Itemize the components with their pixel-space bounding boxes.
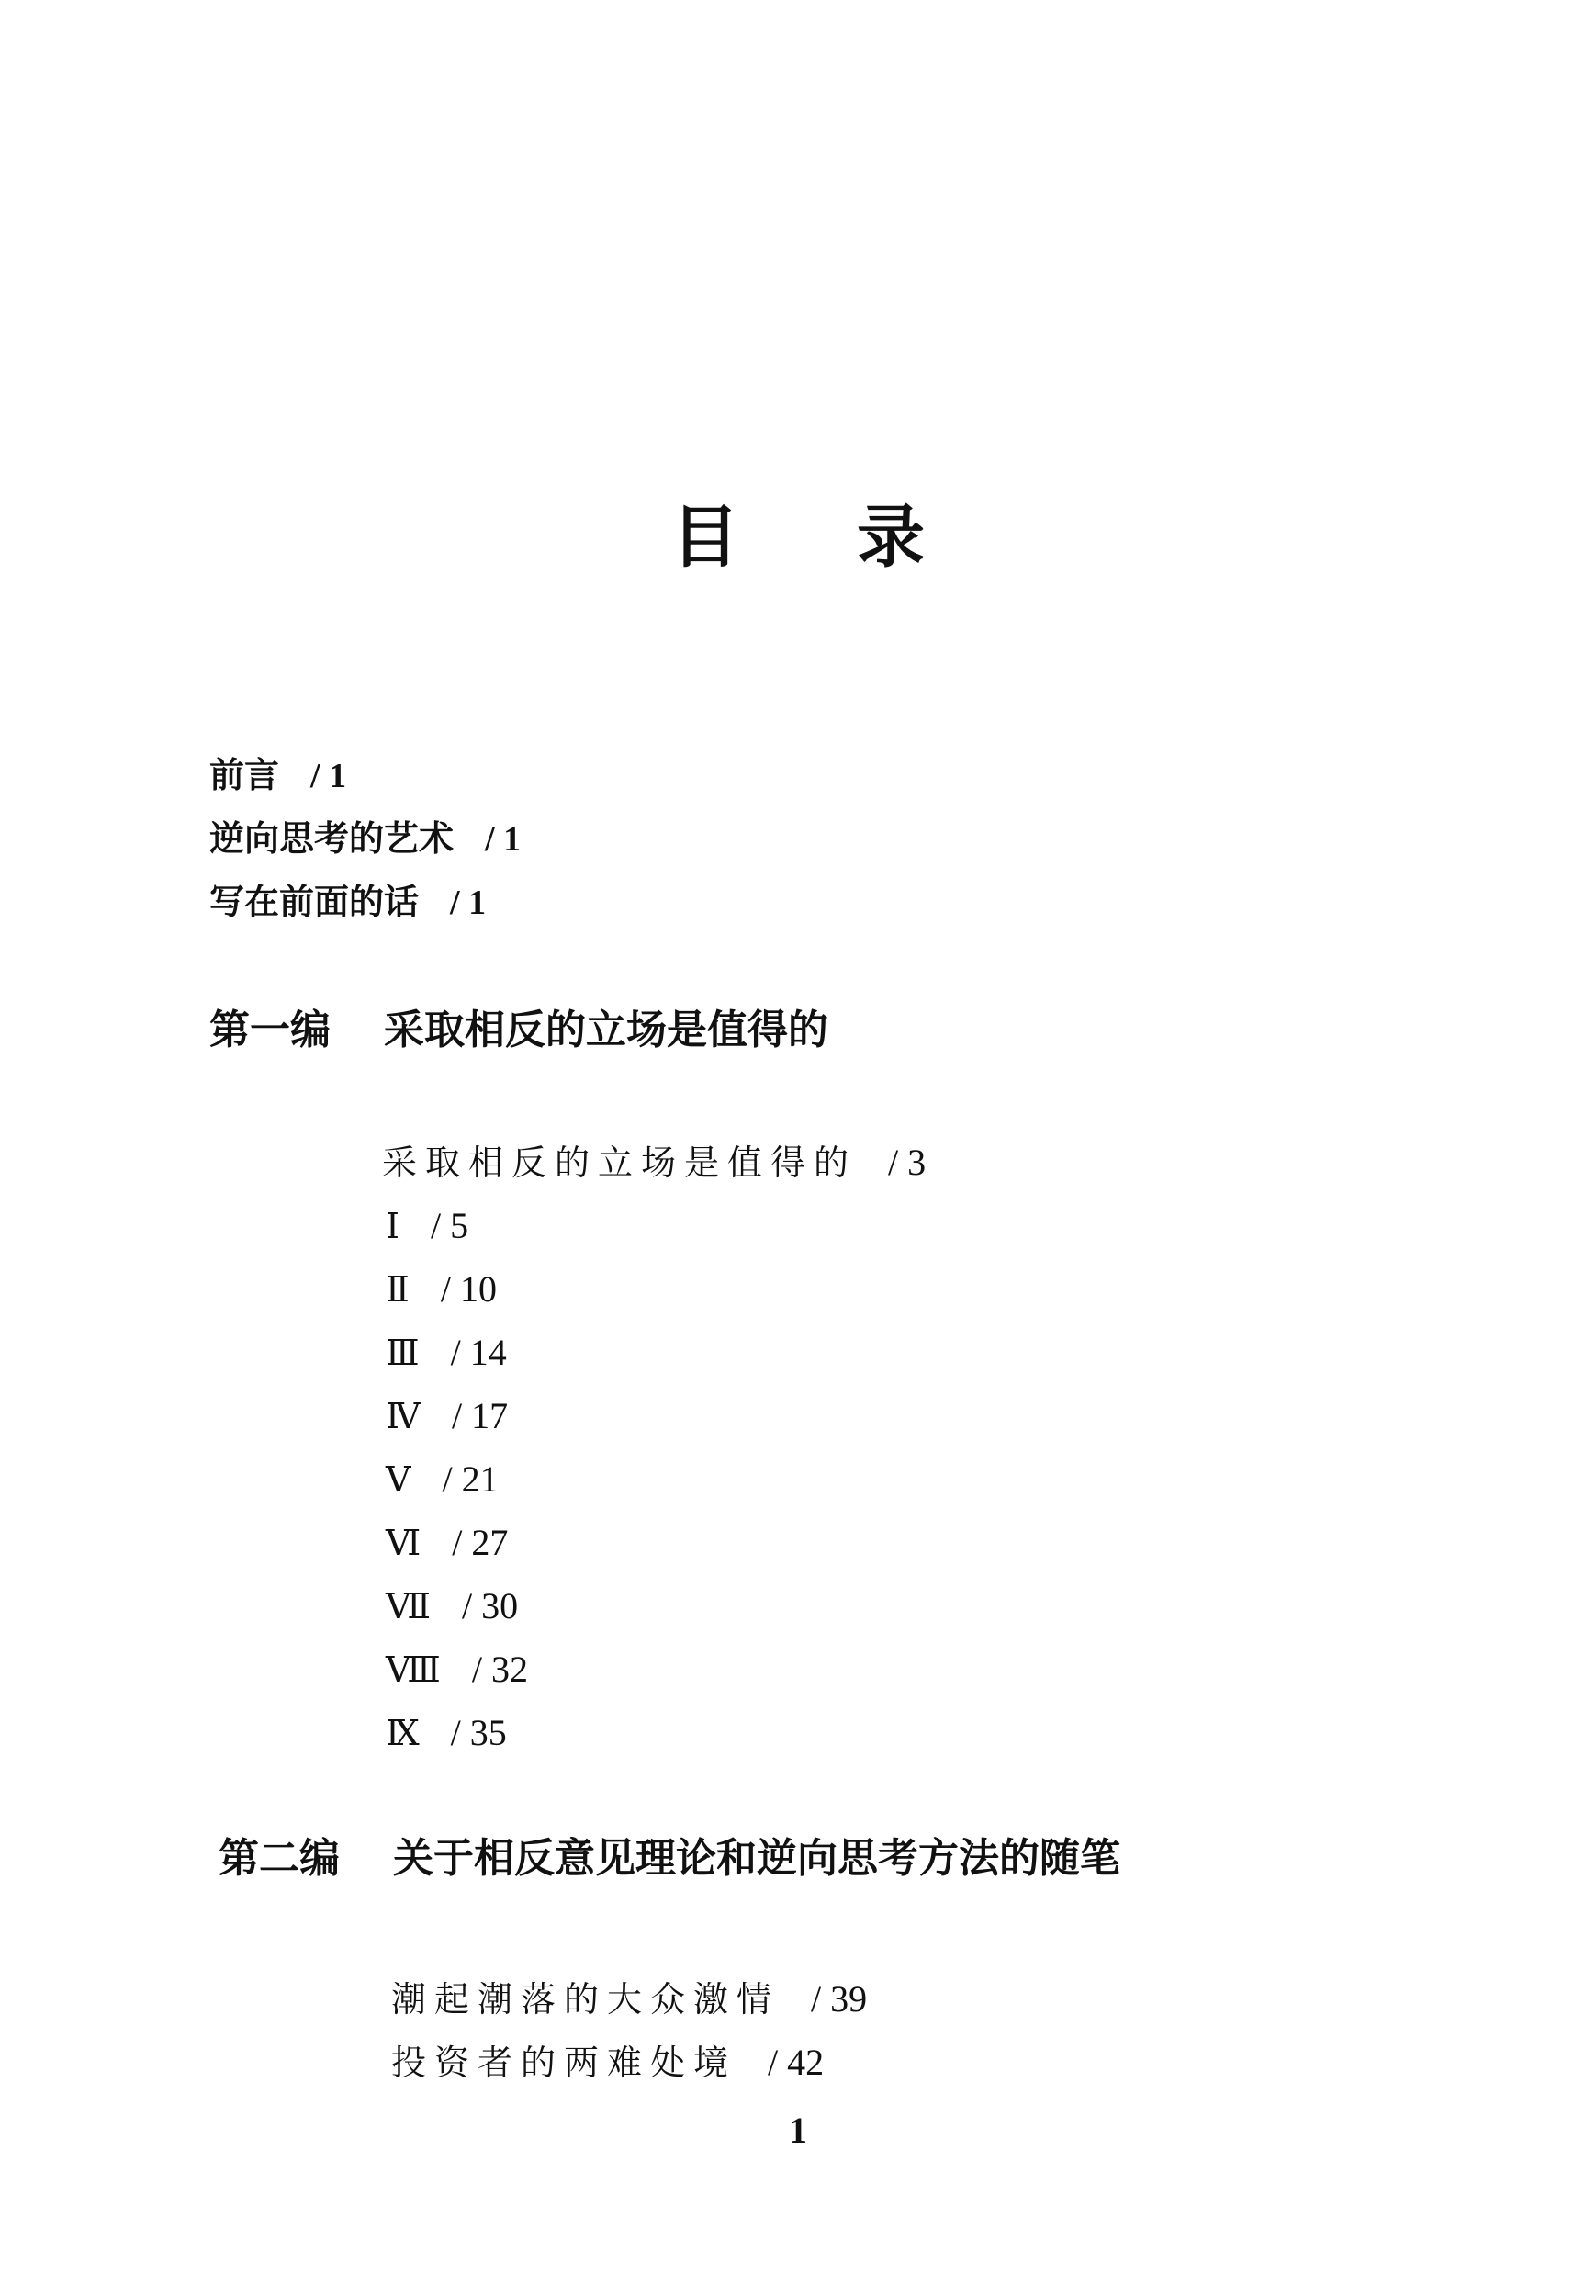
toc-entry-label: Ⅶ [386,1586,432,1626]
part-heading-2[interactable] [219,1835,1120,1882]
page-title-char: 目 [671,498,739,577]
toc-entry-label: Ⅲ [386,1333,420,1373]
toc-entry[interactable] [391,1978,868,2020]
toc-entry[interactable] [382,1144,926,1181]
toc-entry-label: 写在前面的话 [209,882,420,922]
toc-entry-art-of-contrary-thinking[interactable] [209,818,522,859]
part-title: 关于相反意见理论和逆向思考方法的随笔 [393,1835,1120,1882]
toc-entry-label: 潮起潮落的大众激情 [391,1979,781,2020]
part-title: 采取相反的立场是值得的 [384,1007,828,1053]
toc-entry-page: / 39 [811,1978,868,2020]
toc-entry[interactable] [391,2044,824,2081]
toc-entry-label: Ⅴ [386,1459,411,1500]
toc-entry-page: / 21 [442,1458,499,1500]
toc-entry-page: / 5 [431,1205,469,1246]
toc-entry-page: / 30 [462,1585,519,1626]
toc-entry-label: Ⅸ [386,1713,420,1753]
toc-entry-label: 采取相反的立场是值得的 [382,1142,858,1183]
toc-entry[interactable] [386,1205,469,1246]
toc-entry-label: 逆向思考的艺术 [209,818,455,859]
toc-entry-page: / 10 [440,1268,497,1310]
toc-entry-label: 前言 [209,755,280,795]
toc-entry-foreword[interactable] [209,884,486,920]
toc-entry-preface[interactable] [209,755,347,795]
toc-entry[interactable] [386,1712,507,1753]
toc-entry-label: Ⅳ [386,1396,421,1436]
toc-entry-page: / 3 [888,1142,927,1183]
toc-entry[interactable] [386,1651,528,1688]
toc-entry[interactable] [386,1334,507,1371]
page-title [0,498,1596,577]
toc-entry-page: / 1 [485,820,522,859]
page-number: 1 [789,2110,807,2151]
toc-entry-label: Ⅵ [386,1523,421,1563]
toc-entry-page: / 17 [451,1395,509,1436]
toc-entry-page: / 1 [450,884,487,922]
page-title-char: 录 [857,498,925,577]
toc-entry[interactable] [386,1522,509,1563]
toc-entry-page: / 14 [450,1332,507,1373]
toc-entry[interactable] [386,1395,509,1436]
toc-entry[interactable] [386,1268,497,1310]
toc-entry-page: / 1 [310,757,347,795]
part-heading-1[interactable] [209,1007,828,1053]
toc-entry[interactable] [386,1458,499,1500]
toc-entry-label: Ⅰ [386,1206,400,1246]
part-number: 第一编 [209,1007,331,1053]
toc-entry-page: / 27 [452,1522,509,1563]
toc-entry-page: / 32 [471,1649,528,1690]
toc-entry-page: / 35 [450,1712,507,1753]
part-number: 第二编 [219,1835,340,1882]
toc-entry-label: Ⅷ [386,1649,441,1690]
toc-entry-label: 投资者的两难处境 [391,2043,737,2083]
toc-entry-page: / 42 [768,2042,825,2083]
toc-entry[interactable] [386,1585,519,1626]
toc-entry-label: Ⅱ [386,1269,410,1310]
